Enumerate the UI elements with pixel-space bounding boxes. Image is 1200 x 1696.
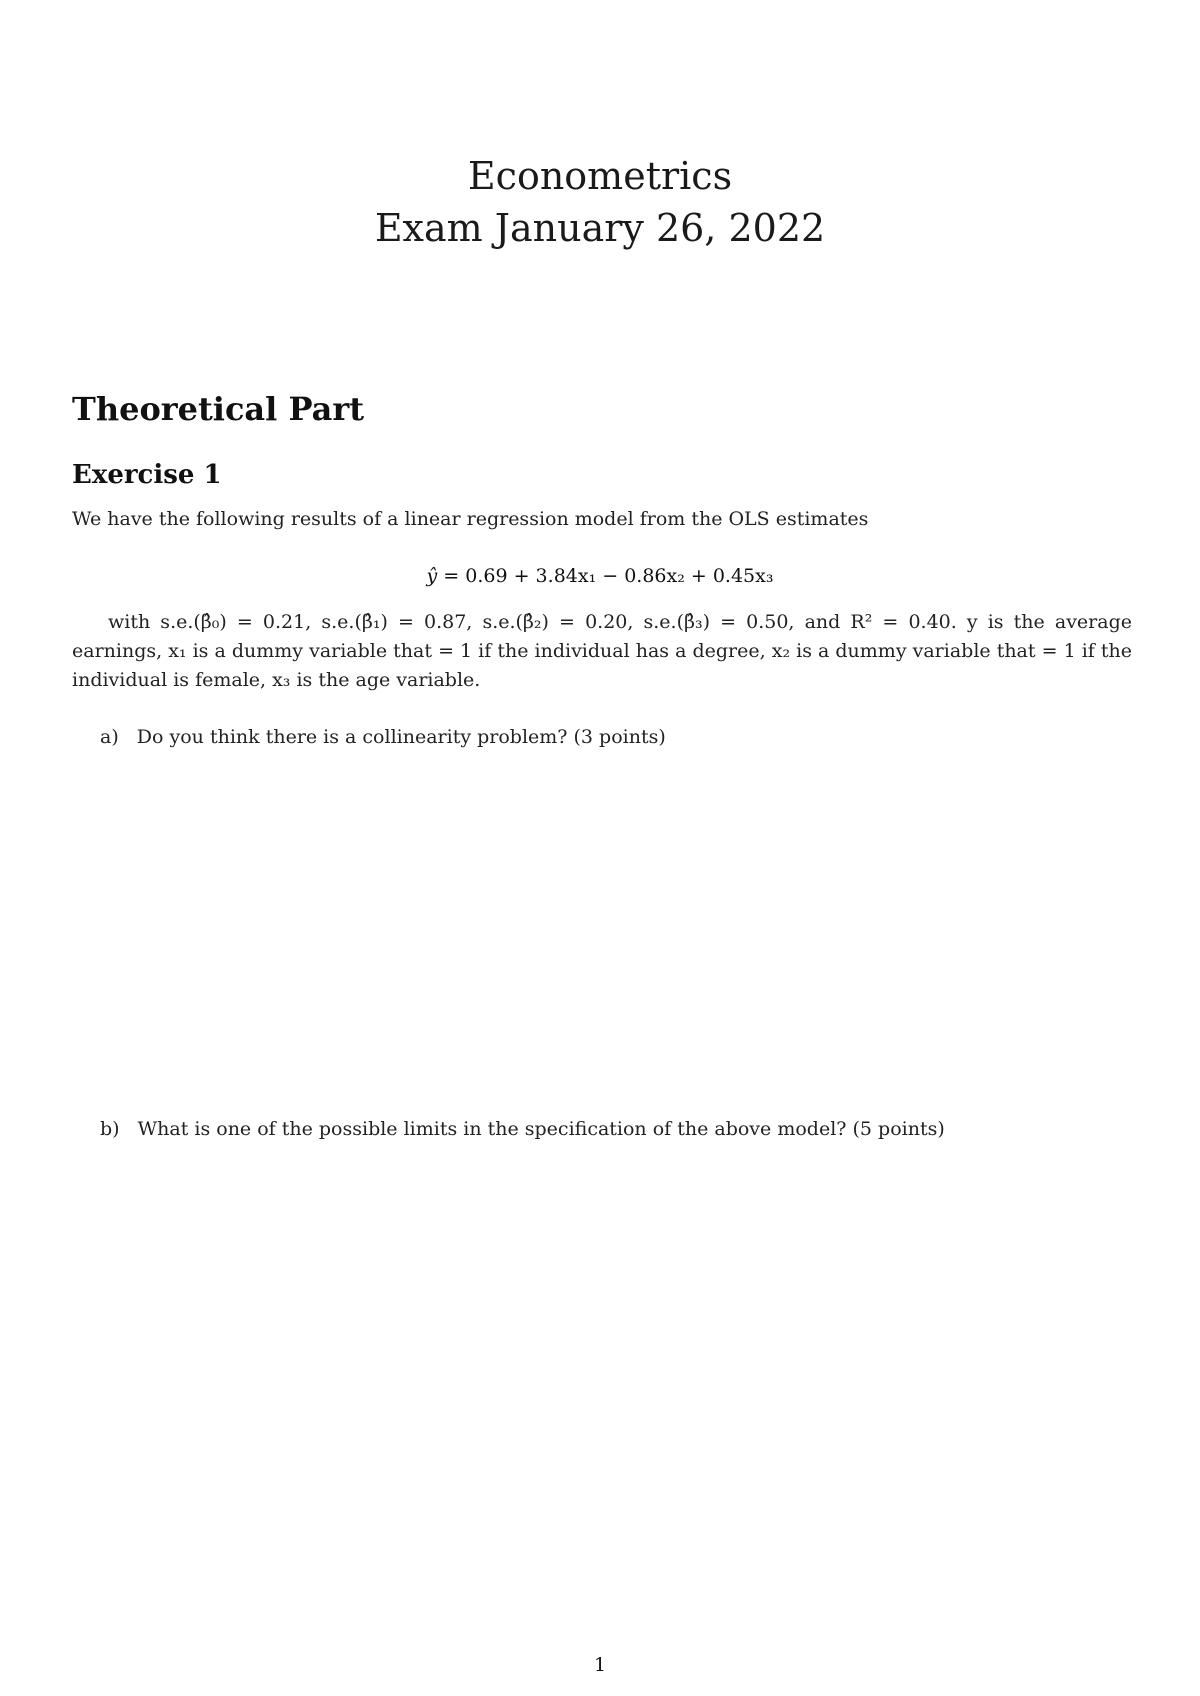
equation-rhs: = 0.69 + 3.84x₁ − 0.86x₂ + 0.45x₃ — [443, 565, 774, 587]
question-b-text: What is one of the possible limits in the specification of the above model? (5 points) — [137, 1118, 945, 1140]
description-line-1: with s.e.(β̂₀) = 0.21, s.e.(β̂₁) = 0.87, s.e.(β̂₂) = 0.20, s.e.(β̂₃) = 0.50, and R² = 0.40. y is the average — [108, 611, 1132, 633]
equation-lhs: ŷ — [426, 565, 438, 587]
exercise-intro: We have the following results of a linear regression model from the OLS estimates — [72, 508, 869, 530]
question-a-text: Do you think there is a collinearity problem? (3 points) — [136, 726, 666, 748]
page-number: 1 — [593, 1654, 607, 1676]
course-title: Econometrics — [467, 154, 733, 198]
exercise-description — [72, 608, 1132, 695]
document-header — [0, 150, 1200, 254]
question-a-label: a) — [100, 726, 119, 748]
exercise-title: Exercise 1 — [72, 460, 222, 490]
regression-equation — [0, 565, 1200, 587]
description-line-2: earnings, x₁ is a dummy variable that = 1 if the individual has a degree, x₂ is a dummy variable that — [72, 640, 1036, 662]
description-line-3: = 1 if the individual is female, x₃ is the age variable. — [72, 640, 1132, 691]
question-b — [100, 1118, 945, 1140]
question-b-label: b) — [100, 1118, 120, 1140]
exam-date-title: Exam January 26, 2022 — [374, 206, 826, 250]
section-title: Theoretical Part — [72, 390, 365, 428]
question-a — [100, 726, 666, 748]
